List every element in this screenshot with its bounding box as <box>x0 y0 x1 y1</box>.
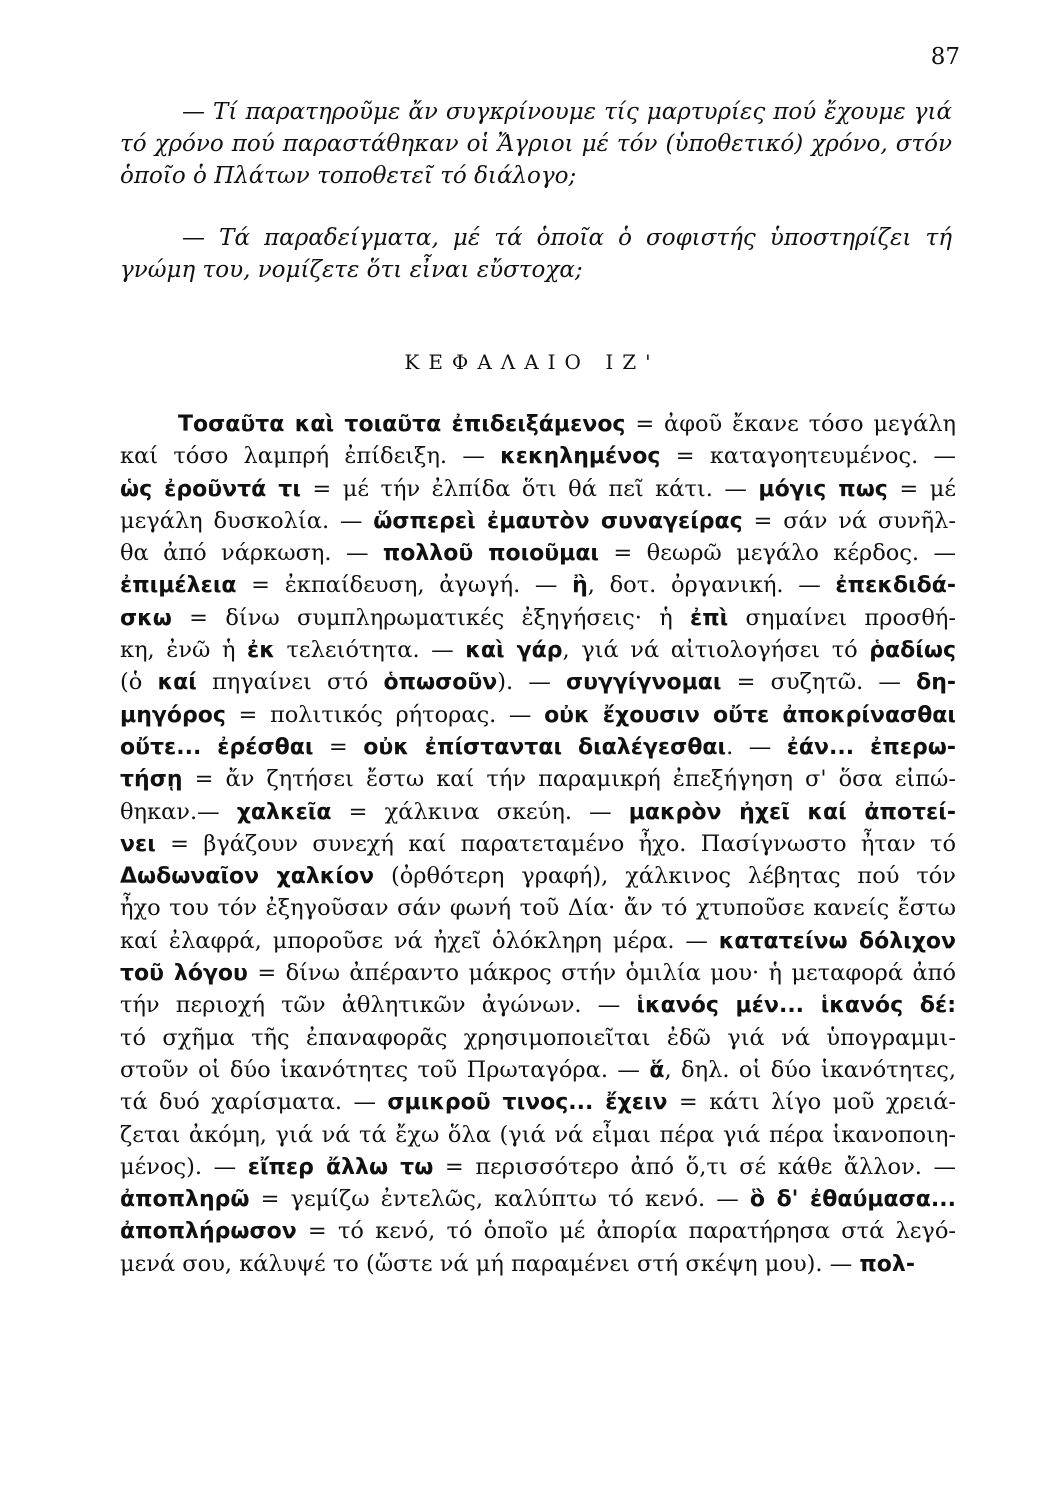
glossary-explanation: τά δυό χαρίσματα. — <box>120 1089 388 1116</box>
glossary-explanation: κη, ἐνῶ ἡ <box>120 637 248 664</box>
glossary-explanation: = πολιτικός ρήτορας. — <box>225 701 545 728</box>
glossary-explanation: θηκαν.— <box>120 798 237 825</box>
glossary-term: ὥσπερεὶ ἐμαυτὸν συναγείρας <box>373 508 743 534</box>
glossary-line <box>120 828 956 860</box>
glossary-line <box>120 1215 956 1247</box>
glossary-line <box>120 634 956 666</box>
glossary-commentary <box>120 408 956 1280</box>
glossary-line <box>120 408 956 440</box>
glossary-term: κατατείνω δόλιχον <box>718 928 956 954</box>
glossary-line <box>120 699 956 731</box>
glossary-explanation: = καταγοητευμένος. — <box>660 443 956 470</box>
study-question-2: — Τά παραδείγματα, μέ τά ὁποῖα ὁ σοφιστής ὑποστηρίζει τή γνώμη του, νομίζετε ὅτι εἶναι εὔστοχα; <box>120 225 952 283</box>
glossary-explanation: μένος). — <box>120 1153 248 1180</box>
glossary-line <box>120 925 956 957</box>
glossary-term: καί <box>157 670 197 696</box>
glossary-term: πολ- <box>859 1251 915 1277</box>
glossary-line <box>120 537 956 569</box>
glossary-term: ἀποπλήρωσον <box>120 1219 297 1245</box>
glossary-line <box>120 602 956 634</box>
glossary-explanation: = δίνω συμπληρωματικές ἐξηγήσεις· ἡ <box>171 604 690 631</box>
glossary-line <box>120 1151 956 1183</box>
glossary-line <box>120 1119 956 1151</box>
glossary-explanation: = γεμίζω ἐντελῶς, καλύπτω τό κενό. — <box>249 1186 750 1213</box>
glossary-line <box>120 1086 956 1118</box>
glossary-term: μηγόρος <box>120 702 226 728</box>
study-question-1: — Τί παρατηροῦμε ἄν συγκρίνουμε τίς μαρτυρίες πού ἔχουμε γιά τό χρόνο πού παραστάθηκαν οἱ Ἄγριοι μέ τόν (ὑποθετικό) χρόνο, στόν ὁποῖο ὁ Πλάτων τοποθετεῖ τό διάλογο; <box>120 99 952 189</box>
glossary-term: ἐάν... ἐπερω- <box>786 734 956 760</box>
glossary-term: ὃ δ' ἐθαύμασα... <box>749 1187 956 1213</box>
glossary-explanation: = ἀφοῦ ἔκανε τόσο μεγάλη <box>625 411 956 437</box>
glossary-line <box>120 892 956 924</box>
glossary-explanation: = συζητῶ. — <box>721 669 917 696</box>
glossary-explanation: = θεωρῶ μεγάλο κέρδος. — <box>599 540 956 567</box>
glossary-term: σμικροῦ τινος... ἔχειν <box>387 1090 668 1116</box>
glossary-line <box>120 473 956 505</box>
glossary-line <box>120 440 956 472</box>
glossary-explanation: = τό κενό, τό ὁποῖο μέ ἀπορία παρατήρησα στά λεγό- <box>296 1218 956 1245</box>
glossary-line <box>120 957 956 989</box>
glossary-line <box>120 569 956 601</box>
glossary-line <box>120 731 956 763</box>
glossary-line <box>120 505 956 537</box>
glossary-term: ὡς ἐροῦντά τι <box>120 476 301 502</box>
glossary-term: νει <box>120 831 156 857</box>
glossary-line <box>120 860 956 892</box>
glossary-term: δη- <box>916 670 956 696</box>
glossary-term: Τοσαῦτα καὶ τοιαῦτα ἐπιδειξάμενος <box>178 412 626 437</box>
glossary-term: οὐκ ἐπίστανται διαλέγεσθαι <box>363 734 727 760</box>
glossary-explanation: σημαίνει προσθή- <box>728 604 956 631</box>
glossary-explanation: = περισσότερο ἀπό ὅ,τι σέ κάθε ἄλλον. — <box>433 1153 956 1180</box>
glossary-explanation: = <box>313 733 364 760</box>
glossary-explanation: τελειότητα. — <box>274 637 466 664</box>
glossary-explanation: = βγάζουν συνεχή καί παρατεταμένο ἦχο. Πασίγνωστο ἦταν τό <box>155 830 956 857</box>
glossary-term: οὔτε... ἐρέσθαι <box>120 734 314 760</box>
glossary-explanation: = δίνω ἀπέραντο μάκρος στήν ὁμιλία μου· ἡ μεταφορά ἀπό <box>247 960 956 987</box>
glossary-term: ἐπὶ <box>689 605 729 631</box>
glossary-term: εἴπερ ἄλλω τω <box>247 1154 434 1180</box>
glossary-explanation: (ὀρθότερη γραφή), χάλκινος λέβητας πού τόν <box>374 863 956 890</box>
glossary-explanation: θα ἀπό νάρκωση. — <box>120 540 383 567</box>
glossary-term: ἐπεκδιδά- <box>835 573 956 599</box>
chapter-heading: ΚΕΦΑΛΑΙΟ ΙΖ' <box>404 350 660 374</box>
glossary-explanation: = μέ <box>887 475 956 502</box>
glossary-term: τήσῃ <box>120 767 183 793</box>
glossary-line <box>120 1183 956 1215</box>
glossary-explanation: = κάτι λίγο μοῦ χρειά- <box>667 1089 956 1116</box>
glossary-explanation: = χάλκινα σκεύη. — <box>331 798 629 825</box>
glossary-term: πολλοῦ ποιοῦμαι <box>382 541 600 567</box>
glossary-term: οὐκ ἔχουσιν οὔτε ἀποκρίνασθαι <box>544 702 956 728</box>
glossary-explanation: ἦχο του τόν ἐξηγοῦσαν σάν φωνή τοῦ Δία· ἄν τό χτυποῦσε κανείς ἔστω <box>120 895 956 922</box>
glossary-explanation: , δοτ. ὀργανική. — <box>587 572 836 599</box>
page-number: 87 <box>930 44 960 70</box>
glossary-term: ἢ <box>572 573 588 599</box>
glossary-explanation: = ἄν ζητήσει ἔστω καί τήν παραμικρή ἐπεξήγηση σ' ὅσα εἰπώ- <box>182 766 956 793</box>
glossary-explanation: τήν περιοχή τῶν ἀθλητικῶν ἀγώνων. — <box>120 992 637 1019</box>
glossary-term: τοῦ λόγου <box>120 961 248 987</box>
glossary-explanation: . — <box>726 733 787 760</box>
glossary-term: καὶ γάρ <box>465 638 563 664</box>
glossary-line <box>120 763 956 795</box>
glossary-explanation: στοῦν οἱ δύο ἱκανότητες τοῦ Πρωταγόρα. — <box>120 1056 650 1083</box>
glossary-explanation: καί τόσο λαμπρή ἐπίδειξη. — <box>120 443 501 470</box>
glossary-explanation: μενά σου, κάλυψέ το (ὥστε νά μή παραμένει στή σκέψη μου). — <box>120 1250 860 1277</box>
glossary-explanation: (ὁ <box>120 669 158 696</box>
glossary-explanation: τό σχῆμα τῆς ἐπαναφορᾶς χρησιμοποιεῖται ἐδῶ γιά νά ὑπογραμμι- <box>120 1024 956 1051</box>
glossary-term: ἱκανός μέν... ἱκανός δέ: <box>636 993 956 1019</box>
glossary-term: Δωδωναῖον χαλκίον <box>120 864 375 890</box>
glossary-term: χαλκεῖα <box>236 799 332 825</box>
glossary-term: ῥαδίως <box>869 638 956 664</box>
glossary-term: συγγίγνομαι <box>565 670 722 696</box>
glossary-explanation: = ἐκπαίδευση, ἀγωγή. — <box>236 572 573 599</box>
glossary-line <box>120 1022 956 1054</box>
glossary-term: ἅ <box>649 1057 665 1083</box>
glossary-explanation: = μέ τήν ἐλπίδα ὅτι θά πεῖ κάτι. — <box>300 475 759 502</box>
glossary-line <box>120 989 956 1021</box>
glossary-term: ὁπωσοῦν <box>383 670 498 696</box>
glossary-explanation: , δηλ. οἱ δύο ἱκανότητες, <box>664 1056 956 1083</box>
glossary-term: ἐπιμέλεια <box>120 573 237 599</box>
glossary-explanation: πηγαίνει στό <box>196 669 384 696</box>
glossary-line <box>120 1248 956 1280</box>
glossary-explanation: μεγάλη δυσκολία. — <box>120 507 374 534</box>
glossary-line <box>120 1054 956 1086</box>
glossary-explanation: ζεται ἀκόμη, γιά νά τά ἔχω ὅλα (γιά νά εἶμαι πέρα γιά πέρα ἱκανοποιη- <box>120 1121 956 1148</box>
glossary-line <box>120 796 956 828</box>
glossary-term: ἀποπληρῶ <box>120 1187 250 1213</box>
glossary-explanation: καί ἐλαφρά, μποροῦσε νά ἠχεῖ ὁλόκληρη μέρα. — <box>120 927 719 954</box>
glossary-explanation: ). — <box>497 669 566 696</box>
glossary-term: ἐκ <box>247 638 275 664</box>
glossary-explanation: , γιά νά αἰτιολογήσει τό <box>562 637 870 664</box>
glossary-term: μακρὸν ἠχεῖ καί ἀποτεί- <box>628 799 956 825</box>
glossary-term: μόγις πως <box>758 476 888 502</box>
glossary-term: σκω <box>120 605 172 631</box>
glossary-line <box>120 666 956 698</box>
glossary-term: κεκηλημένος <box>500 444 661 470</box>
glossary-explanation: = σάν νά συνῆλ- <box>742 507 956 534</box>
